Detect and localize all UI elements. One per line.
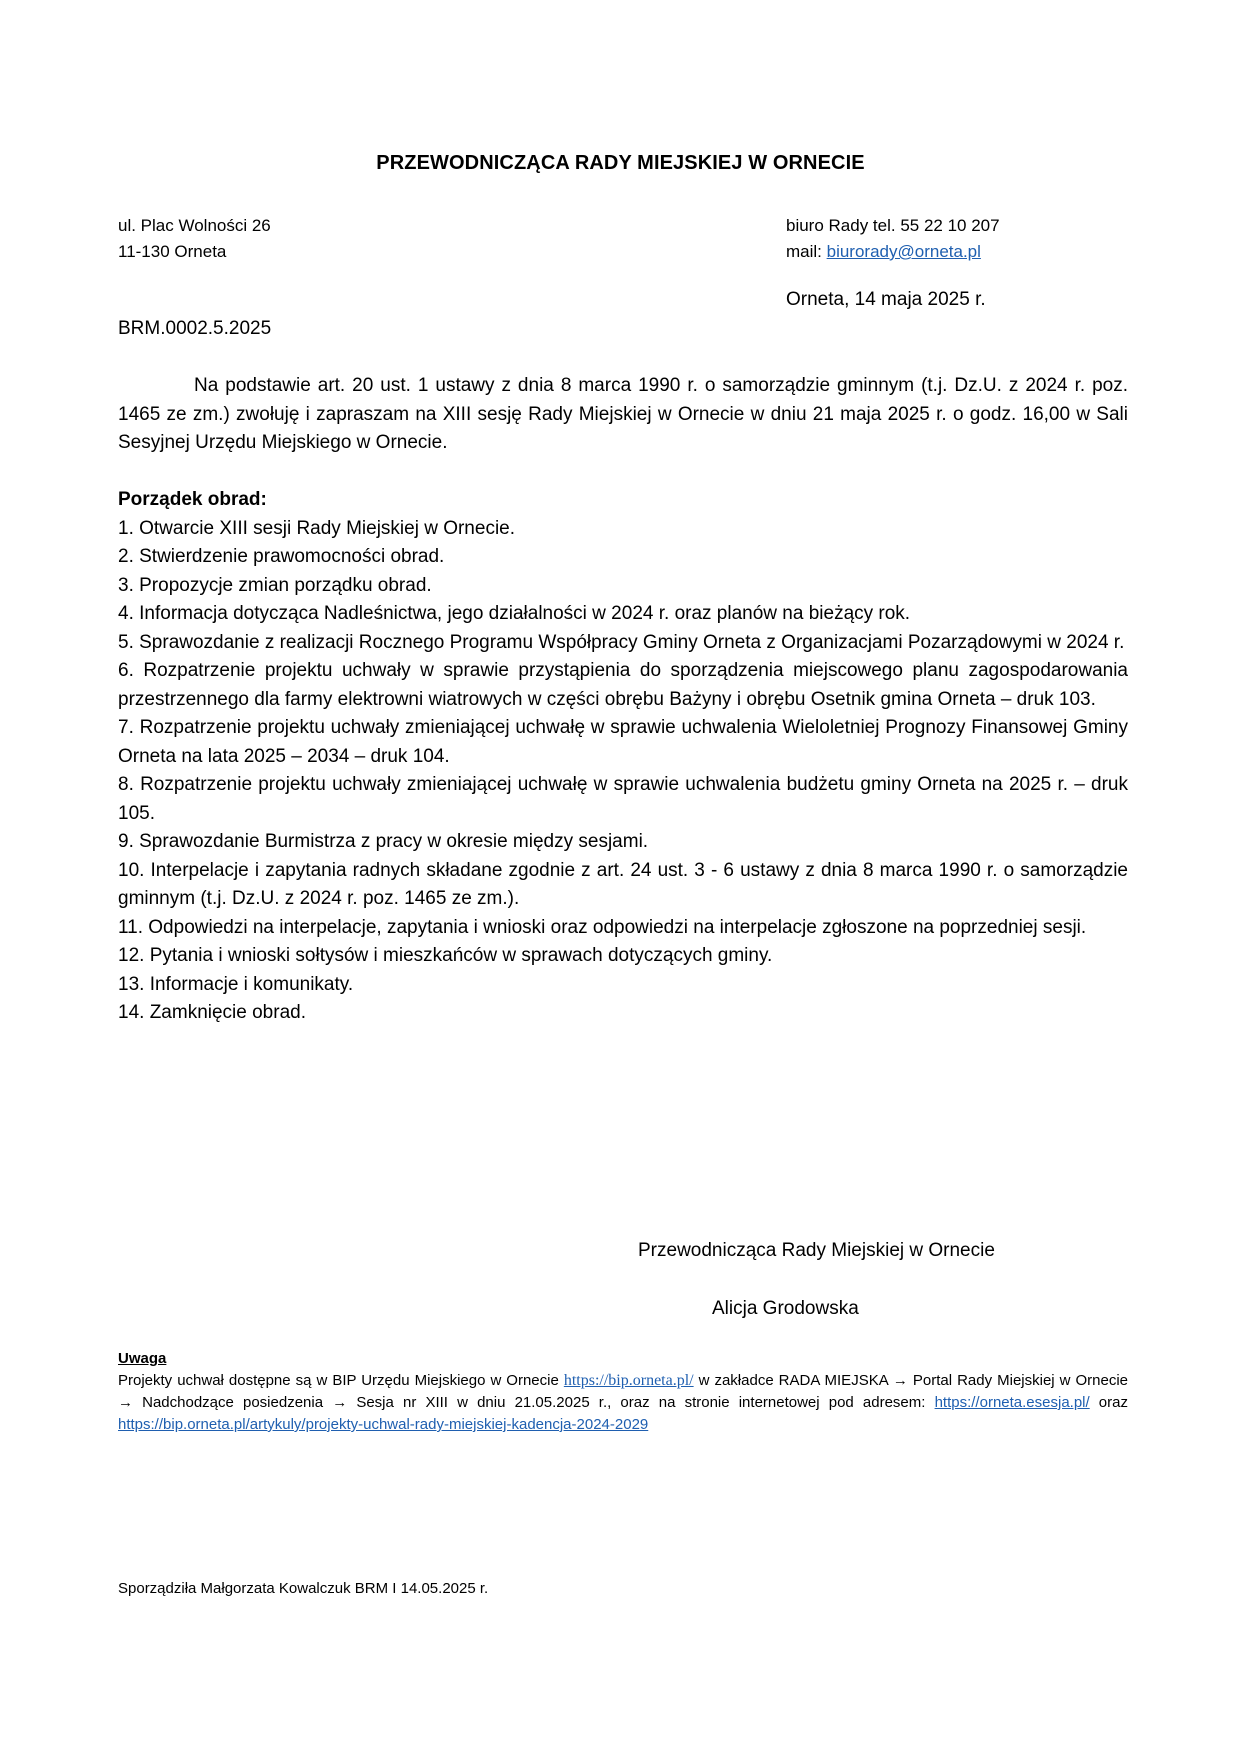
agenda-section <box>118 486 1128 1028</box>
note-text-part2: w zakładce RADA MIEJSKA → Portal Rady Miejskiej w Ornecie → Nadchodzące posiedzenia → Sesja nr XIII w dniu 21.05.2025 r., oraz na stronie internetowej pod adresem: <box>118 1372 1128 1411</box>
agenda-item: 3. Propozycje zmian porządku obrad. <box>118 574 432 596</box>
agenda-item: 8. Rozpatrzenie projektu uchwały zmieniającej uchwałę w sprawie uchwalenia budżetu gminy Orneta na 2025 r. – druk 105. <box>118 774 1128 824</box>
agenda-list <box>118 515 1128 1028</box>
agenda-item: 4. Informacja dotycząca Nadleśnictwa, jego działalności w 2024 r. oraz planów na bieżący rok. <box>118 603 911 624</box>
sender-address <box>118 213 271 265</box>
agenda-item: 12. Pytania i wnioski sołtysów i mieszkańców w sprawach dotyczących gminy. <box>118 945 773 966</box>
agenda-item: 10. Interpelacje i zapytania radnych składane zgodnie z art. 24 ust. 3 - 6 ustawy z dnia 8 marca 1990 r. o samorządzie gminnym (t.j. Dz.U. z 2024 r. poz. 1465 ze zm.). <box>118 859 1128 909</box>
address-street: ul. Plac Wolności 26 <box>118 216 271 235</box>
note-text-part3: oraz <box>1089 1394 1128 1411</box>
contact-info <box>786 213 1000 265</box>
document-date: Orneta, 14 maja 2025 r. <box>786 289 986 310</box>
agenda-item: 1. Otwarcie XIII sesji Rady Miejskiej w Ornecie. <box>118 517 516 539</box>
agenda-item: 2. Stwierdzenie prawomocności obrad. <box>118 546 445 567</box>
agenda-item: 13. Informacje i komunikaty. <box>118 973 354 995</box>
contact-phone: biuro Rady tel. 55 22 10 207 <box>786 216 1000 235</box>
intro-paragraph: Na podstawie art. 20 ust. 1 ustawy z dnia 8 marca 1990 r. o samorządzie gminnym (t.j. Dz.U. z 2024 r. poz. 1465 ze zm.) zwołuję i zapraszam na XIII sesję Rady Miejskiej w Ornecie w dniu 21 maja 2025 r. o godz. 16,00 w Sali Sesyjnej Urzędu Miejskiego w Ornecie. <box>118 375 1128 453</box>
note-section <box>118 1348 1128 1436</box>
contact-mail <box>786 239 1000 265</box>
agenda-item: 11. Odpowiedzi na interpelacje, zapytania i wnioski oraz odpowiedzi na interpelacje zgłoszone na poprzedniej sesji. <box>118 916 1087 938</box>
agenda-item: 5. Sprawozdanie z realizacji Rocznego Programu Współpracy Gminy Orneta z Organizacjami Pozarządowymi w 2024 r. <box>118 631 1125 653</box>
bip-link[interactable]: https://bip.orneta.pl/ <box>563 1372 694 1389</box>
agenda-item: 14. Zamknięcie obrad. <box>118 1002 306 1023</box>
note-text <box>118 1370 1128 1436</box>
prepared-by: Sporządziła Małgorzata Kowalczuk BRM I 14.05.2025 r. <box>118 1580 489 1597</box>
note-heading: Uwaga <box>118 1350 167 1367</box>
esesja-link[interactable]: https://orneta.esesja.pl/ <box>934 1394 1090 1411</box>
note-text-part1: Projekty uchwał dostępne są w BIP Urzędu Miejskiego w Ornecie <box>118 1372 564 1389</box>
agenda-heading: Porządek obrad: <box>118 489 267 510</box>
signature-name: Alicja Grodowska <box>712 1298 859 1319</box>
reference-number: BRM.0002.5.2025 <box>118 318 272 339</box>
address-city: 11-130 Orneta <box>118 242 227 261</box>
bip-articles-link[interactable]: https://bip.orneta.pl/artykuly/projekty-uchwal-rady-miejskiej-kadencja-2024-2029 <box>118 1416 649 1433</box>
agenda-item: 6. Rozpatrzenie projektu uchwały w sprawie przystąpienia do sporządzenia miejscowego planu zagospodarowania przestrzennego dla farmy elektrowni wiatrowych w części obrębu Bażyny i obrębu Osetnik gmina Orneta – druk 103. <box>118 660 1128 710</box>
agenda-item: 7. Rozpatrzenie projektu uchwały zmieniającej uchwałę w sprawie uchwalenia Wieloletniej Prognozy Finansowej Gminy Orneta na lata 2025 – 2034 – druk 104. <box>118 717 1128 767</box>
agenda-item: 9. Sprawozdanie Burmistrza z pracy w okresie między sesjami. <box>118 831 649 852</box>
mail-label: mail: <box>786 242 827 261</box>
signature-role: Przewodnicząca Rady Miejskiej w Ornecie <box>638 1240 995 1261</box>
mail-link[interactable]: biurorady@orneta.pl <box>826 242 981 261</box>
document-title: PRZEWODNICZĄCA RADY MIEJSKIEJ W ORNECIE <box>376 152 865 174</box>
